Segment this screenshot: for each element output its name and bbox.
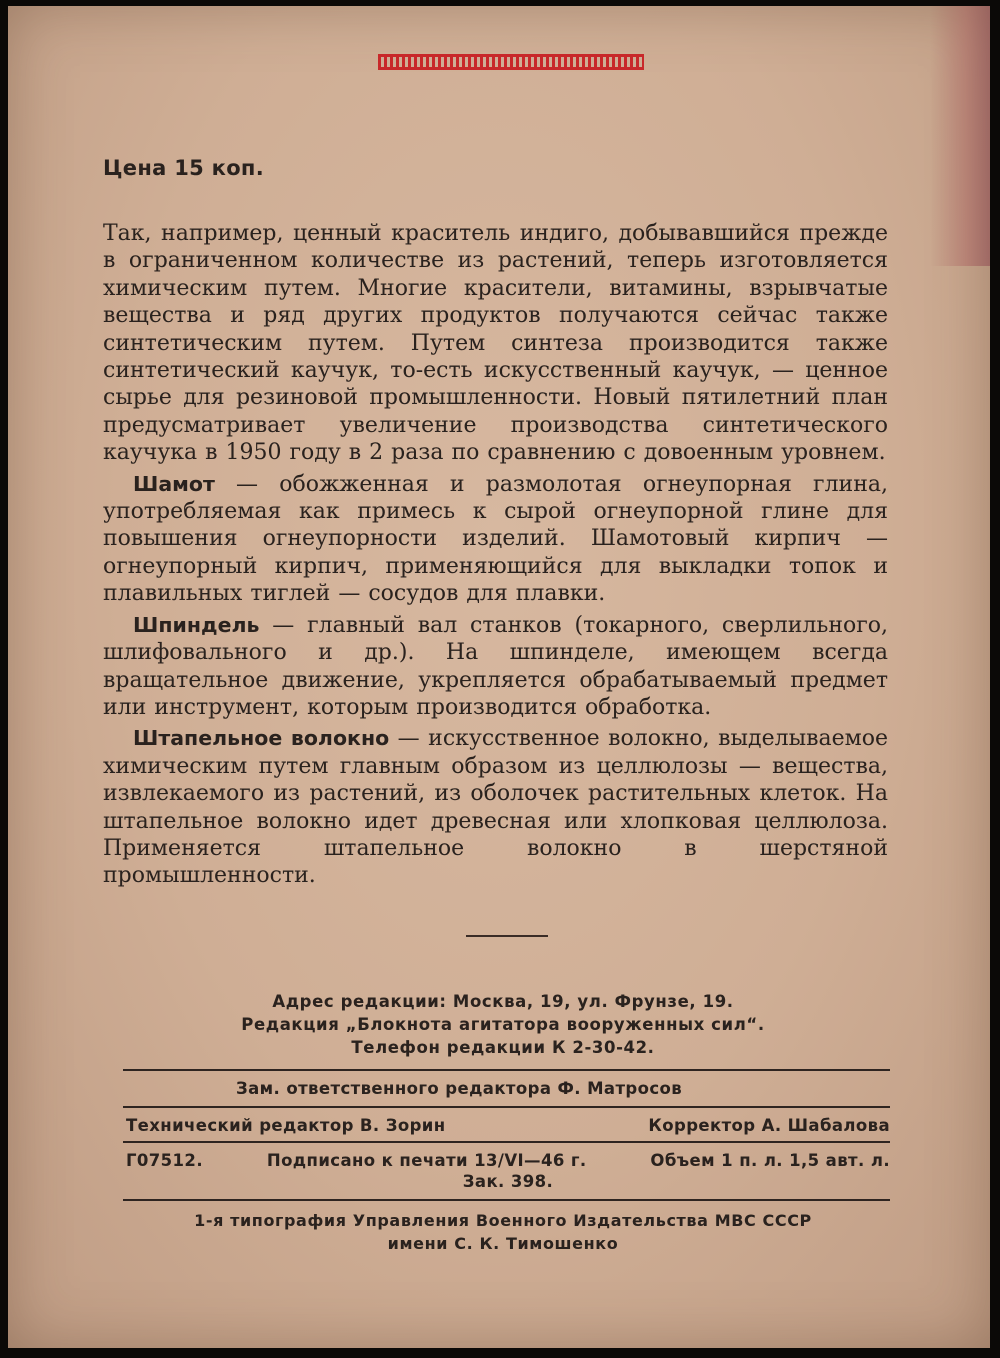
main-text	[103, 156, 888, 890]
paragraph-spindle	[103, 612, 888, 722]
printer-name: имени С. К. Тимошенко	[387, 1234, 619, 1253]
editorial-phone: Телефон редакции К 2-30-42.	[351, 1038, 655, 1057]
order-number: Зак. 398.	[462, 1172, 554, 1191]
paragraph-intro: Так, например, ценный краситель индиго, добывавшийся прежде в ограниченном количестве из растений, теперь изготовляется химическим путем. Многие красители, витамины, взрывчатые вещества и ряд других продуктов получаются сейчас также синтетическим путем. Путем синтеза производится также синтетический каучук, то-есть искусственный каучук, — ценное сырье для резиновой промышленности. Новый пятилетний план предусматривает увеличение производства синтетического каучука в 1950 году в 2 раза по сравнению с довоенным уровнем.	[103, 221, 888, 466]
editors-row	[108, 1116, 898, 1135]
page	[8, 6, 990, 1348]
signed-date: Подписано к печати 13/VI—46 г.	[266, 1151, 587, 1170]
paragraph-staple-fiber	[103, 725, 888, 889]
stain-mark	[930, 6, 990, 266]
divider	[123, 1106, 890, 1108]
definition-shamot: — обожженная и размолотая огнеупорная глина, употребляемая как примесь к сырой огнеупорной глине для повышения огнеупорности изделий. Шамотовый кирпич — огнеупорный кирпич, применяющийся для выкладки топок и плавильных тиглей — сосудов для плавки.	[103, 471, 888, 607]
definition-spindle: — главный вал станков (токарного, сверлильного, шлифовального и др.). На шпинделе, имеющем всегда вращательное движение, укрепляется обрабатываемый предмет или инструмент, которым производится обработка.	[103, 612, 888, 720]
editorial-name: Редакция „Блокнота агитатора вооруженных сил“.	[241, 1015, 765, 1034]
red-stamp-mark	[378, 54, 644, 70]
divider	[123, 1199, 890, 1201]
print-info-row	[108, 1151, 898, 1170]
term-shamot: Шамот	[133, 471, 215, 496]
deputy-editor: Зам. ответственного редактора Ф. Матросов	[236, 1079, 683, 1098]
paragraph-shamot	[103, 471, 888, 608]
divider	[123, 1141, 890, 1143]
proofreader: Корректор А. Шабалова	[648, 1116, 890, 1135]
order-row	[108, 1172, 898, 1191]
deputy-editor-row	[108, 1079, 898, 1098]
price-label: Цена 15 коп.	[103, 156, 265, 180]
divider	[123, 1069, 890, 1071]
publication-code: Г07512.	[126, 1151, 203, 1170]
printer: 1-я типография Управления Военного Издательства МВС СССР	[194, 1211, 812, 1230]
editorial-address: Адрес редакции: Москва, 19, ул. Фрунзе, 19.	[272, 992, 734, 1011]
tech-editor: Технический редактор В. Зорин	[126, 1116, 446, 1135]
definition-staple-fiber: — искусственное волокно, выделываемое химическим путем главным образом из целлюлозы — вещества, извлекаемого из растений, из оболочек растительных клеток. На штапельное волокно идет древесная или хлопковая целлюлоза. Применяется штапельное волокно в шерстяной промышленности.	[103, 726, 888, 889]
volume: Объем 1 п. л. 1,5 авт. л.	[650, 1151, 890, 1170]
divider-short	[466, 935, 548, 937]
imprint-block	[108, 990, 898, 1255]
term-staple-fiber: Штапельное волокно	[133, 726, 390, 751]
term-spindle: Шпиндель	[133, 612, 260, 637]
